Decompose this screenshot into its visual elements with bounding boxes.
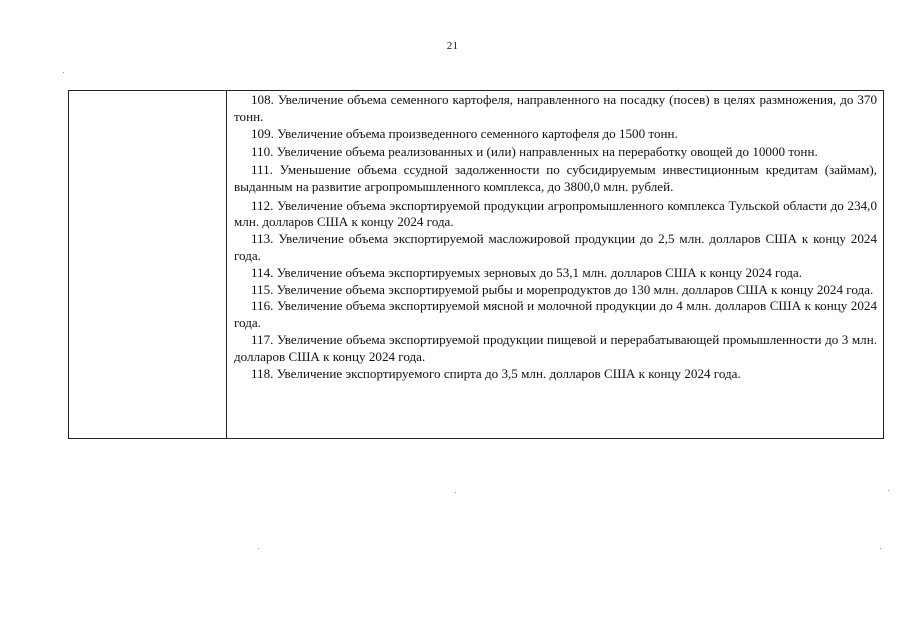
table-left-cell — [69, 91, 227, 438]
list-item-109: 109. Увеличение объема произведенного семенного картофеля до 1500 тонн. — [251, 125, 678, 141]
list-item-114: 114. Увеличение объема экспортируемых зерновых до 53,1 млн. долларов США к концу 2024 года. — [251, 264, 802, 280]
list-item-115: 115. Увеличение объема экспортируемой рыбы и морепродуктов до 130 млн. долларов США к концу 2024 года. — [251, 281, 874, 297]
document-table — [68, 90, 884, 439]
scan-speck — [888, 490, 889, 491]
list-item-110: 110. Увеличение объема реализованных и (или) направленных на переработку овощей до 10000 тонн. — [251, 143, 818, 159]
list-item-117: 117. Увеличение объема экспортируемой продукции пищевой и перерабатывающей промышленности до 3 млн. долларов США к концу 2024 года. — [234, 331, 877, 364]
scan-speck — [455, 492, 456, 493]
list-item-108: 108. Увеличение объема семенного картофеля, направленного на посадку (посев) в целях размножения, до 370 тонн. — [234, 92, 877, 124]
scan-speck — [258, 548, 259, 549]
list-item-118: 118. Увеличение экспортируемого спирта до 3,5 млн. долларов США к концу 2024 года. — [251, 365, 741, 381]
list-item-113: 113. Увеличение объема экспортируемой масложировой продукции до 2,5 млн. долларов США к концу 2024 года. — [234, 231, 877, 263]
list-item-116: 116. Увеличение объема экспортируемой мясной и молочной продукции до 4 млн. долларов США к концу 2024 года. — [234, 298, 877, 331]
scan-speck — [880, 548, 881, 549]
page-number: 21 — [446, 40, 459, 52]
list-item-112: 112. Увеличение объема экспортируемой продукции агропромышленного комплекса Тульской области до 234,0 млн. долларов США к концу 2024 года. — [234, 197, 877, 230]
scan-speck — [63, 72, 64, 73]
list-item-111: 111. Уменьшение объема ссудной задолженности по субсидируемым инвестиционным кредитам (займам), выданным на развитие агропромышленного комплекса, до 3800,0 млн. рублей. — [234, 162, 877, 195]
table-right-cell — [227, 91, 883, 438]
